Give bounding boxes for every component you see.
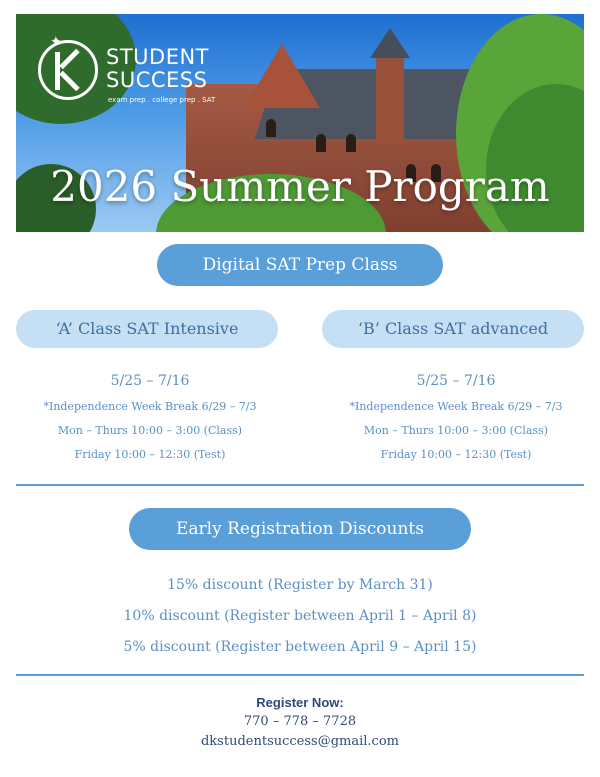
building-window [346,134,356,152]
brand-tagline: exam prep . college prep . SAT [108,96,216,104]
building-window [316,134,326,152]
discount-item: 15% discount (Register by March 31) [167,577,433,593]
class-b-details [306,369,600,467]
section-divider [16,484,584,486]
class-b-dates: 5/25 – 7/16 [416,373,496,389]
sparkle-icon: ✦ [50,34,62,50]
class-a-details [0,369,300,467]
dk-logo-icon [38,40,98,100]
building-window [266,119,276,137]
register-heading: Register Now: [256,695,344,710]
discount-item: 5% discount (Register between April 9 – April 15) [123,639,477,655]
class-b-break: *Independence Week Break 6/29 – 7/3 [349,400,563,413]
building-tower [376,54,404,144]
class-a-test: Friday 10:00 – 12:30 (Test) [74,448,226,461]
section-divider [16,674,584,676]
page-title: 2026 Summer Program [50,162,550,211]
brand-name-line2: SUCCESS [106,68,208,92]
class-a-dates: 5/25 – 7/16 [110,373,190,389]
register-email[interactable]: dkstudentsuccess@gmail.com [200,734,399,749]
class-b-test: Friday 10:00 – 12:30 (Test) [380,448,532,461]
discount-item: 10% discount (Register between April 1 – April 8) [123,608,477,624]
register-phone[interactable]: 770 – 778 – 7728 [243,714,357,729]
register-section [0,694,600,752]
hero-banner [16,14,584,232]
class-b-schedule: Mon – Thurs 10:00 – 3:00 (Class) [363,424,549,437]
program-label: Digital SAT Prep Class [157,244,443,286]
brand-logo [38,34,238,114]
discount-list [0,570,600,663]
building-gable [244,44,320,108]
class-b-label: ‘B’ Class SAT advanced [322,310,584,348]
discounts-label: Early Registration Discounts [129,508,471,550]
class-a-break: *Independence Week Break 6/29 – 7/3 [43,400,257,413]
class-a-schedule: Mon – Thurs 10:00 – 3:00 (Class) [57,424,243,437]
brand-name [106,46,209,92]
brand-name-line1: STUDENT [106,45,210,69]
building-spire [370,28,410,58]
class-a-label: ‘A’ Class SAT Intensive [16,310,278,348]
